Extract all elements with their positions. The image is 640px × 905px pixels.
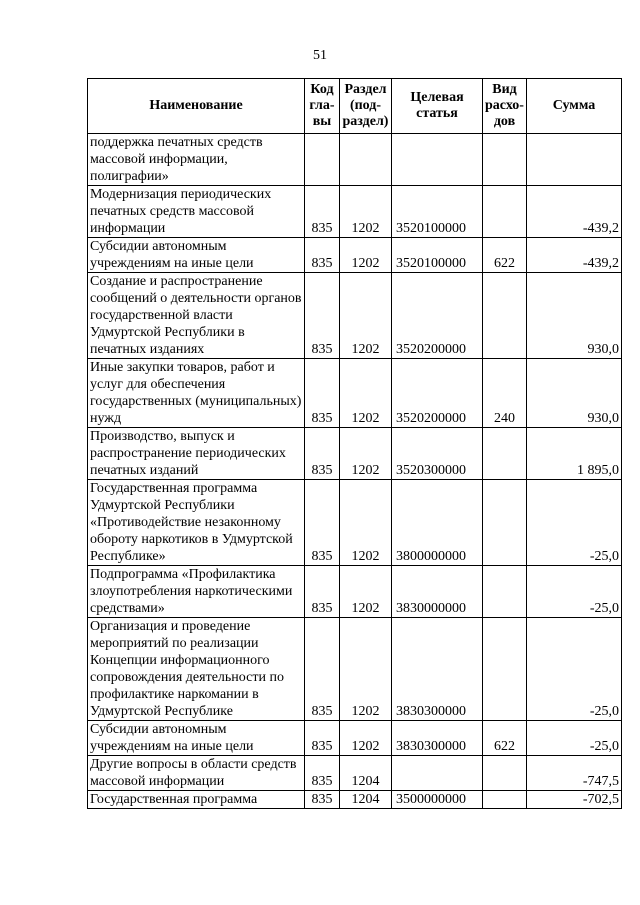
row-sum: -439,2 bbox=[527, 238, 622, 273]
row-section: 1202 bbox=[340, 618, 392, 721]
row-chapter: 835 bbox=[305, 756, 340, 791]
row-chapter: 835 bbox=[305, 273, 340, 359]
header-name: Наименование bbox=[88, 79, 305, 134]
row-section: 1202 bbox=[340, 186, 392, 238]
row-kind bbox=[483, 791, 527, 809]
row-target bbox=[392, 134, 483, 186]
row-section: 1202 bbox=[340, 238, 392, 273]
table-row bbox=[88, 791, 622, 809]
row-target: 3520200000 bbox=[392, 359, 483, 428]
row-chapter: 835 bbox=[305, 186, 340, 238]
row-section: 1204 bbox=[340, 756, 392, 791]
row-target: 3800000000 bbox=[392, 480, 483, 566]
row-name: Создание и распространение сообщений о деятельности органов государственной власти Удмуртской Республики в печатных изданиях bbox=[88, 273, 305, 359]
row-section: 1202 bbox=[340, 428, 392, 480]
row-kind: 622 bbox=[483, 721, 527, 756]
table-row bbox=[88, 238, 622, 273]
table-row bbox=[88, 566, 622, 618]
table-header-row bbox=[88, 79, 622, 134]
row-kind bbox=[483, 186, 527, 238]
row-sum: -25,0 bbox=[527, 618, 622, 721]
row-target: 3520100000 bbox=[392, 238, 483, 273]
row-name: Производство, выпуск и распространение периодических печатных изданий bbox=[88, 428, 305, 480]
row-section: 1202 bbox=[340, 566, 392, 618]
header-sum: Сумма bbox=[527, 79, 622, 134]
row-target: 3830300000 bbox=[392, 721, 483, 756]
row-target bbox=[392, 756, 483, 791]
table-row bbox=[88, 480, 622, 566]
row-section: 1202 bbox=[340, 359, 392, 428]
table-row bbox=[88, 359, 622, 428]
row-kind bbox=[483, 618, 527, 721]
row-kind bbox=[483, 428, 527, 480]
row-name: поддержка печатных средств массовой информации, полиграфии» bbox=[88, 134, 305, 186]
row-sum: -25,0 bbox=[527, 721, 622, 756]
row-kind: 622 bbox=[483, 238, 527, 273]
row-name: Модернизация периодических печатных средств массовой информации bbox=[88, 186, 305, 238]
header-section: Раздел (под-раздел) bbox=[340, 79, 392, 134]
row-name: Другие вопросы в области средств массовой информации bbox=[88, 756, 305, 791]
header-target-article: Целевая статья bbox=[392, 79, 483, 134]
row-kind bbox=[483, 756, 527, 791]
row-target: 3520300000 bbox=[392, 428, 483, 480]
table-row bbox=[88, 134, 622, 186]
row-kind bbox=[483, 566, 527, 618]
row-section bbox=[340, 134, 392, 186]
budget-table bbox=[87, 78, 622, 809]
row-target: 3520200000 bbox=[392, 273, 483, 359]
header-expense-kind: Вид расхо-дов bbox=[483, 79, 527, 134]
row-chapter: 835 bbox=[305, 721, 340, 756]
row-chapter: 835 bbox=[305, 618, 340, 721]
row-target: 3500000000 bbox=[392, 791, 483, 809]
row-sum: 1 895,0 bbox=[527, 428, 622, 480]
row-sum: -702,5 bbox=[527, 791, 622, 809]
row-target: 3830000000 bbox=[392, 566, 483, 618]
row-chapter: 835 bbox=[305, 238, 340, 273]
row-name: Подпрограмма «Профилактика злоупотребления наркотическими средствами» bbox=[88, 566, 305, 618]
row-section: 1204 bbox=[340, 791, 392, 809]
table-row bbox=[88, 618, 622, 721]
row-sum: -747,5 bbox=[527, 756, 622, 791]
row-sum bbox=[527, 134, 622, 186]
page-number: 51 bbox=[313, 48, 327, 63]
table-row bbox=[88, 186, 622, 238]
row-section: 1202 bbox=[340, 721, 392, 756]
row-target: 3520100000 bbox=[392, 186, 483, 238]
row-kind bbox=[483, 134, 527, 186]
row-section: 1202 bbox=[340, 480, 392, 566]
row-kind bbox=[483, 273, 527, 359]
row-section: 1202 bbox=[340, 273, 392, 359]
row-kind: 240 bbox=[483, 359, 527, 428]
row-name: Организация и проведение мероприятий по реализации Концепции информационного сопровождения деятельности по профилактике наркомании в Удмуртской Республике bbox=[88, 618, 305, 721]
row-chapter: 835 bbox=[305, 428, 340, 480]
row-chapter: 835 bbox=[305, 566, 340, 618]
table-row bbox=[88, 756, 622, 791]
row-name: Государственная программа Удмуртской Республики «Противодействие незаконному обороту наркотиков в Удмуртской Республике» bbox=[88, 480, 305, 566]
table-row bbox=[88, 721, 622, 756]
row-sum: -25,0 bbox=[527, 566, 622, 618]
row-name: Субсидии автономным учреждениям на иные цели bbox=[88, 238, 305, 273]
table-row bbox=[88, 428, 622, 480]
row-chapter: 835 bbox=[305, 480, 340, 566]
row-sum: -439,2 bbox=[527, 186, 622, 238]
row-target: 3830300000 bbox=[392, 618, 483, 721]
row-chapter: 835 bbox=[305, 791, 340, 809]
row-sum: -25,0 bbox=[527, 480, 622, 566]
row-sum: 930,0 bbox=[527, 359, 622, 428]
row-name: Субсидии автономным учреждениям на иные цели bbox=[88, 721, 305, 756]
row-name: Иные закупки товаров, работ и услуг для обеспечения государственных (муниципальных) нужд bbox=[88, 359, 305, 428]
row-name: Государственная программа bbox=[88, 791, 305, 809]
row-chapter: 835 bbox=[305, 359, 340, 428]
row-kind bbox=[483, 480, 527, 566]
row-sum: 930,0 bbox=[527, 273, 622, 359]
row-chapter bbox=[305, 134, 340, 186]
header-chapter-code: Код гла-вы bbox=[305, 79, 340, 134]
table-row bbox=[88, 273, 622, 359]
